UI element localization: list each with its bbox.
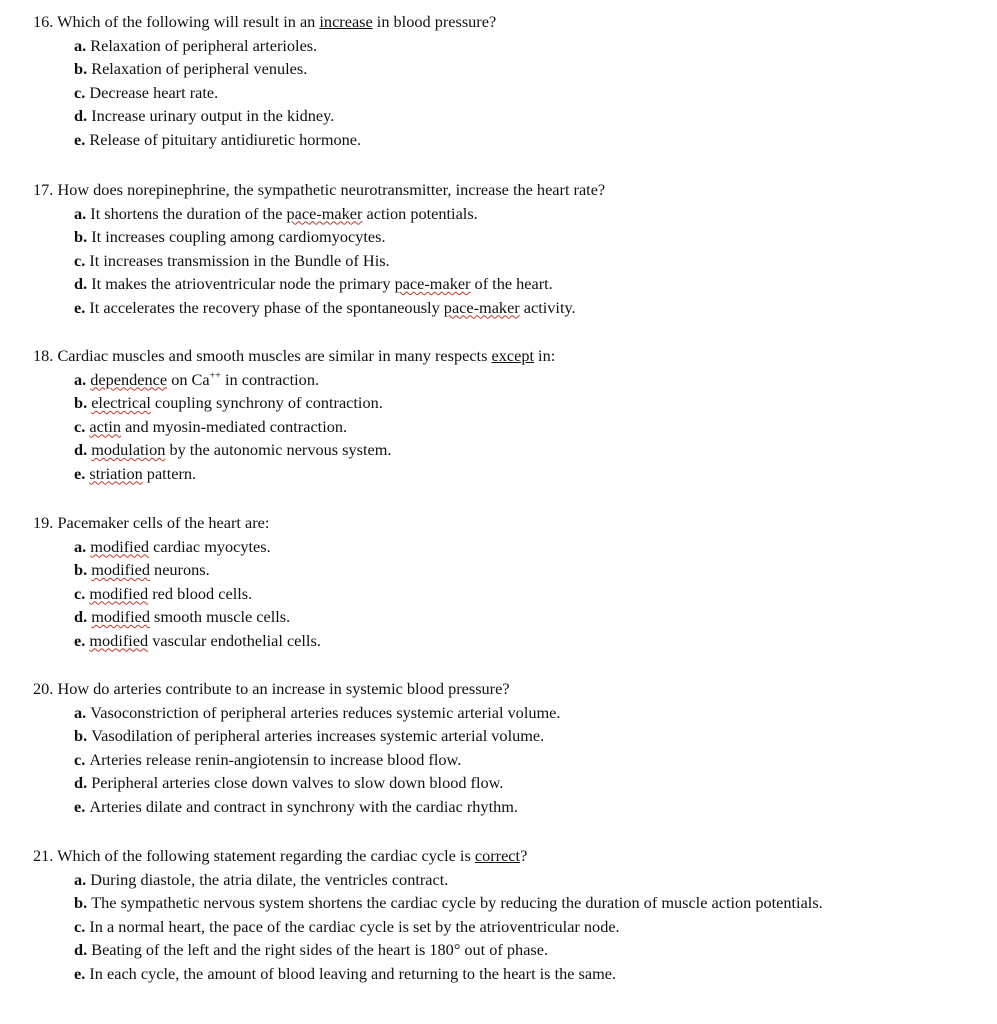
question-number: 20. <box>33 679 54 698</box>
option-e: e . modified vascular endothelial cells. <box>74 630 321 650</box>
emphasis-underline: correct <box>474 846 521 865</box>
option-b: b . modified neurons. <box>74 560 210 579</box>
option-c: c . It increases transmission in the Bundle of His. <box>74 250 390 270</box>
option-a: a . dependence on Ca++ in contraction. <box>74 369 320 389</box>
spellcheck-underline: electrical <box>91 393 151 412</box>
emphasis-underline: increase <box>319 12 373 31</box>
option-a: a . During diastole, the atria dilate, the ventricles contract. <box>74 869 449 889</box>
question-number: 18. <box>33 346 54 365</box>
question-19 <box>33 511 973 652</box>
spellcheck-underline: modified <box>91 560 150 579</box>
question-number: 21. <box>33 846 54 865</box>
question-stem: 17. How does norepinephrine, the sympathetic neurotransmitter, increase the heart rate? <box>33 180 606 199</box>
option-b: b . The sympathetic nervous system shortens the cardiac cycle by reducing the duration of muscle action potentials. <box>74 893 823 912</box>
option-c: c . actin and myosin-mediated contraction. <box>74 416 348 436</box>
spellcheck-underline: dependence <box>90 369 168 389</box>
emphasis-underline: except <box>491 346 534 365</box>
option-b: b . Relaxation of peripheral venules. <box>74 59 308 78</box>
spellcheck-underline: modulation <box>91 440 166 459</box>
option-a: a . modified cardiac myocytes. <box>74 536 271 556</box>
option-e: e . striation pattern. <box>74 463 197 483</box>
question-number: 19. <box>33 513 54 532</box>
option-d: d . It makes the atrioventricular node the primary pace-maker of the heart. <box>74 274 553 293</box>
option-e: e . Arteries dilate and contract in synchrony with the cardiac rhythm. <box>74 796 518 816</box>
option-e: e . Release of pituitary antidiuretic hormone. <box>74 129 362 149</box>
question-number: 17. <box>33 180 54 199</box>
spellcheck-underline: modified <box>89 583 149 603</box>
option-c: c . modified red blood cells. <box>74 583 253 603</box>
spellcheck-underline: pace-maker <box>394 274 471 293</box>
option-a: a . Relaxation of peripheral arterioles. <box>74 35 318 55</box>
question-stem: 16. Which of the following will result in an increase in blood pressure? <box>33 12 497 31</box>
question-21 <box>33 844 973 985</box>
option-e: e . In each cycle, the amount of blood leaving and returning to the heart is the same. <box>74 963 617 983</box>
spellcheck-underline: modified <box>90 536 150 556</box>
spellcheck-underline: pace-maker <box>443 297 520 317</box>
option-b: b . Vasodilation of peripheral arteries increases systemic arterial volume. <box>74 726 545 745</box>
option-b: b . It increases coupling among cardiomyocytes. <box>74 227 386 246</box>
question-stem: 20. How do arteries contribute to an increase in systemic blood pressure? <box>33 679 510 698</box>
option-c: c . Arteries release renin-angiotensin to increase blood flow. <box>74 749 462 769</box>
option-d: d . Beating of the left and the right sides of the heart is 180° out of phase. <box>74 940 549 959</box>
option-c: c . In a normal heart, the pace of the cardiac cycle is set by the atrioventricular node. <box>74 916 620 936</box>
question-20 <box>33 677 973 818</box>
question-16 <box>33 10 973 151</box>
superscript-charge: ++ <box>209 370 221 382</box>
option-a: a . Vasoconstriction of peripheral arteries reduces systemic arterial volume. <box>74 702 561 722</box>
question-18 <box>33 344 973 485</box>
spellcheck-underline: modified <box>89 630 149 650</box>
option-c: c . Decrease heart rate. <box>74 82 219 102</box>
option-a: a . It shortens the duration of the pace-maker action potentials. <box>74 203 478 223</box>
question-number: 16. <box>33 12 54 31</box>
option-d: d . modified smooth muscle cells. <box>74 607 291 626</box>
question-stem: 18. Cardiac muscles and smooth muscles are similar in many respects except in: <box>33 346 556 365</box>
option-b: b . electrical coupling synchrony of contraction. <box>74 393 383 412</box>
option-e: e . It accelerates the recovery phase of the spontaneously pace-maker activity. <box>74 297 576 317</box>
spellcheck-underline: actin <box>89 416 122 436</box>
question-17 <box>33 178 973 319</box>
option-d: d . modulation by the autonomic nervous system. <box>74 440 392 459</box>
option-d: d . Increase urinary output in the kidney. <box>74 106 335 125</box>
spellcheck-underline: modified <box>91 607 150 626</box>
question-stem: 19. Pacemaker cells of the heart are: <box>33 513 270 532</box>
option-d: d . Peripheral arteries close down valves to slow down blood flow. <box>74 773 504 792</box>
spellcheck-underline: striation <box>89 463 143 483</box>
spellcheck-underline: pace-maker <box>286 203 363 223</box>
question-stem: 21. Which of the following statement regarding the cardiac cycle is correct? <box>33 846 528 865</box>
